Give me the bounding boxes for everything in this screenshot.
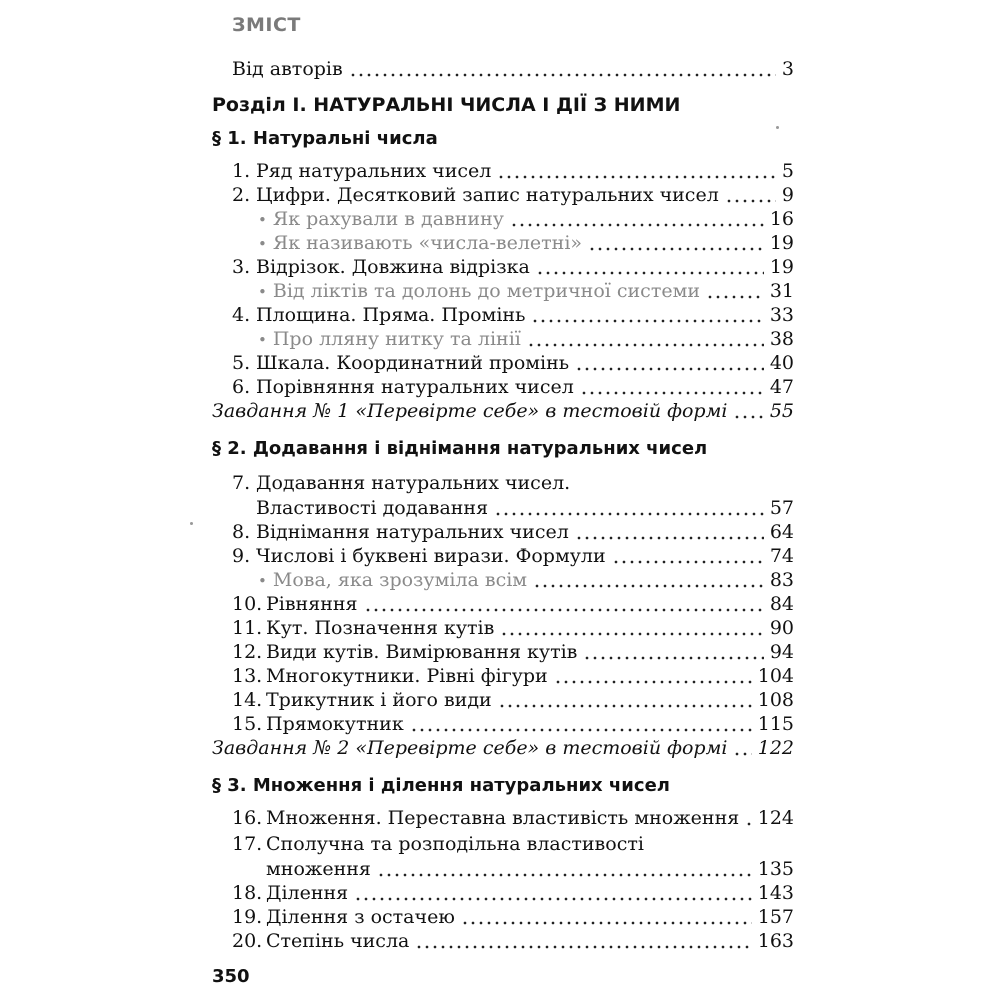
page-number: 350 [212,966,250,987]
entry-title: Числові і буквені вирази. Формули [256,545,606,567]
entry-page: 83 [769,569,794,591]
entry-page: 90 [769,617,794,639]
entry-number: 20. [232,930,263,952]
entry-number: 17. [232,833,263,855]
section-title: § 2. Додавання і віднімання натуральних чисел [212,438,708,459]
entry-number: 10. [232,593,263,615]
toc-entry[interactable] [232,162,794,181]
toc-entry[interactable] [232,691,794,710]
entry-number: 12. [232,641,263,663]
dot-leader [580,391,764,395]
entry-title: Многокутники. Рівні фігури [266,665,548,687]
dot-leader [494,512,764,516]
entry-title: Прямокутник [266,713,404,735]
entry-page: 122 [757,737,794,759]
toc-entry[interactable] [232,523,794,542]
dot-leader [745,822,751,826]
entry-number: 2. [232,184,251,206]
entry-title: Відрізок. Довжина відрізка [256,256,530,278]
entry-title: Рівняння [266,593,358,615]
toc-entry[interactable] [232,932,794,951]
toc-entry[interactable] [232,809,794,828]
entry-page: 64 [769,521,794,543]
entry-page: 74 [769,545,794,567]
toc-entry[interactable] [232,715,794,734]
toc-entry[interactable] [232,643,794,662]
bullet-icon: • [258,235,267,253]
entry-title: Завдання № 2 «Перевірте себе» в тестовій формі [212,737,728,759]
toc-entry[interactable] [232,354,794,373]
toc-entry[interactable] [232,378,794,397]
entry-page: 5 [781,160,794,182]
entry-page: 143 [757,882,794,904]
entry-title: множення [266,858,371,880]
toc-entry[interactable] [232,908,794,927]
print-speck [190,522,193,525]
entry-title: Степінь числа [266,930,410,952]
entry-title: Від ліктів та долонь до метричної системи [272,280,701,302]
entry-title: Як називають «числа-велетні» [272,232,583,254]
dot-leader [497,175,776,179]
bullet-icon: • [258,283,267,301]
entry-page: 38 [769,328,794,350]
entry-title: Від авторів [232,58,343,80]
toc-entry-intro[interactable] [232,60,794,79]
page-heading: ЗМІСТ [232,14,301,36]
bullet-icon: • [258,211,267,229]
entry-page: 19 [769,256,794,278]
entry-number: 7. [232,472,251,494]
entry-title: Про лляну нитку та лінії [272,328,521,350]
dot-leader [410,728,752,732]
entry-number: 3. [232,256,251,278]
entry-page: 57 [769,497,794,519]
entry-title-line1 [232,472,570,494]
entry-page: 16 [769,208,794,230]
toc-entry-continued[interactable] [266,860,794,879]
entry-number: 1. [232,160,251,182]
toc-entry[interactable] [232,258,794,277]
entry-title: Віднімання натуральних чисел [256,521,569,543]
entry-title: Площина. Пряма. Промінь [256,304,526,326]
entry-title: Властивості додавання [256,497,489,519]
entry-page: 108 [757,689,794,711]
toc-entry[interactable] [232,306,794,325]
section-title: § 1. Натуральні числа [212,128,438,149]
entry-title-line1 [232,833,644,855]
entry-title: Як рахували в давнину [272,208,504,230]
toc-subentry[interactable] [258,210,794,229]
toc-subentry[interactable] [258,234,794,253]
dot-leader [588,247,764,251]
toc-entry[interactable] [232,667,794,686]
entry-title: Трикутник і його види [266,689,492,711]
dot-leader [354,897,752,901]
entry-number: 15. [232,713,263,735]
dot-leader [733,752,751,756]
entry-page: 84 [769,593,794,615]
entry-page: 157 [757,906,794,928]
toc-entry[interactable] [232,595,794,614]
entry-page: 19 [769,232,794,254]
dot-leader [536,271,764,275]
dot-leader [510,223,764,227]
toc-subentry[interactable] [258,282,794,301]
entry-page: 94 [769,641,794,663]
entry-page: 104 [757,665,794,687]
dot-leader [527,343,764,347]
entry-number: 14. [232,689,263,711]
entry-title: Завдання № 1 «Перевірте себе» в тестовій формі [212,400,728,422]
toc-entry[interactable] [232,884,794,903]
dot-leader [349,73,776,77]
entry-title: Ряд натуральних чисел [256,160,492,182]
dot-leader [612,560,764,564]
entry-number: 19. [232,906,263,928]
entry-number: 18. [232,882,263,904]
entry-number: 9. [232,545,251,567]
dot-leader [533,584,764,588]
entry-title: Шкала. Координатний промінь [256,352,570,374]
entry-number: 13. [232,665,263,687]
entry-number: 6. [232,376,251,398]
entry-page: 55 [769,400,794,422]
entry-page: 40 [769,352,794,374]
entry-number: 16. [232,807,263,829]
entry-number: 5. [232,352,251,374]
toc-entry[interactable] [232,547,794,566]
entry-page: 9 [781,184,794,206]
dot-leader [725,199,776,203]
entry-number: 8. [232,521,251,543]
dot-leader [498,704,752,708]
entry-page: 163 [757,930,794,952]
dot-leader [377,873,752,877]
entry-title: Порівняння натуральних чисел [256,376,574,398]
toc-entry-continued[interactable] [256,499,794,518]
entry-page: 135 [757,858,794,880]
dot-leader [531,319,763,323]
dot-leader [575,367,764,371]
dot-leader [461,921,752,925]
dot-leader [554,680,752,684]
entry-page: 33 [769,304,794,326]
bullet-icon: • [258,331,267,349]
dot-leader [500,632,763,636]
entry-title: Додавання натуральних чисел. [256,472,571,494]
toc-subentry[interactable] [258,571,794,590]
part-title: Розділ І. НАТУРАЛЬНІ ЧИСЛА І ДІЇ З НИМИ [212,94,681,116]
entry-title: Кут. Позначення кутів [266,617,495,639]
entry-number: 4. [232,304,251,326]
entry-title: Ділення [266,882,349,904]
toc-entry-test[interactable] [212,739,794,758]
print-speck [776,126,779,129]
entry-title: Мова, яка зрозуміла всім [272,569,528,591]
dot-leader [583,656,763,660]
entry-title: Цифри. Десятковий запис натуральних чисел [256,184,719,206]
toc-subentry[interactable] [258,330,794,349]
toc-entry[interactable] [232,619,794,638]
dot-leader [575,536,764,540]
entry-number: 11. [232,617,263,639]
entry-page: 124 [757,807,794,829]
entry-page: 115 [757,713,794,735]
dot-leader [733,415,763,419]
toc-entry-test[interactable] [212,402,794,421]
section-title: § 3. Множення і ділення натуральних чисел [212,775,670,796]
dot-leader [706,295,764,299]
entry-title: Сполучна та розподільна властивості [266,833,644,855]
bullet-icon: • [258,572,267,590]
dot-leader [415,945,751,949]
entry-page: 31 [769,280,794,302]
toc-entry[interactable] [232,186,794,205]
entry-page: 47 [769,376,794,398]
entry-page: 3 [781,58,794,80]
dot-leader [364,608,764,612]
entry-title: Множення. Переставна властивість множення [266,807,740,829]
entry-title: Види кутів. Вимірювання кутів [266,641,578,663]
entry-title: Ділення з остачею [266,906,455,928]
